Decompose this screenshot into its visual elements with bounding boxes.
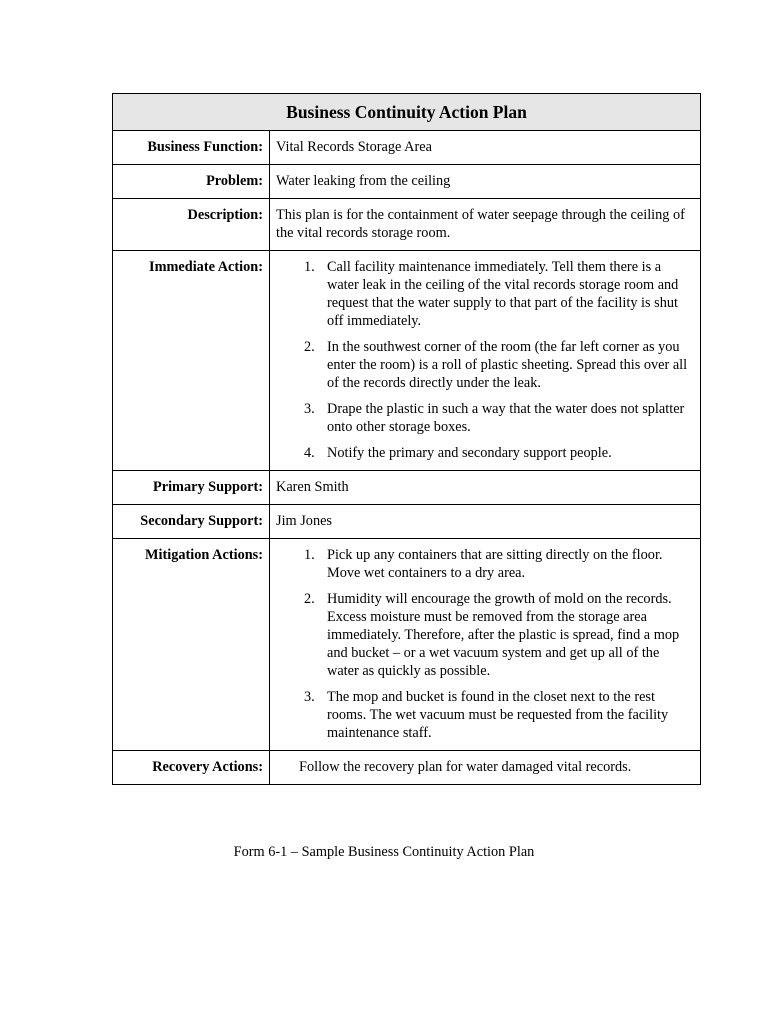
- problem-label: Problem:: [113, 165, 270, 199]
- list-item: [276, 688, 694, 742]
- list-item: [276, 546, 694, 582]
- description-label: Description:: [113, 199, 270, 251]
- list-item-number: 1.: [304, 259, 315, 275]
- immediate-action-cell: [270, 251, 701, 471]
- secondary-support-value: Jim Jones: [270, 505, 701, 539]
- list-item-text: Pick up any containers that are sitting directly on the floor. Move wet containers to a dry area.: [327, 547, 663, 581]
- immediate-action-row: [113, 251, 701, 471]
- list-item: [276, 590, 694, 680]
- recovery-actions-label: Recovery Actions:: [113, 751, 270, 785]
- problem-row: [113, 165, 701, 199]
- list-item: [276, 400, 694, 436]
- primary-support-value: Karen Smith: [270, 471, 701, 505]
- problem-value: Water leaking from the ceiling: [270, 165, 701, 199]
- mitigation-actions-cell: [270, 539, 701, 751]
- list-item-text: Call facility maintenance immediately. Tell them there is a water leak in the ceiling of the vital records storage room and request that the water supply to that part of the facility is shut off immediately.: [327, 259, 679, 329]
- list-item-number: 2.: [304, 591, 315, 607]
- primary-support-row: [113, 471, 701, 505]
- mitigation-actions-list: [276, 546, 694, 742]
- recovery-actions-value: Follow the recovery plan for water damaged vital records.: [270, 751, 701, 785]
- primary-support-label: Primary Support:: [113, 471, 270, 505]
- list-item-text: Drape the plastic in such a way that the water does not splatter onto other storage boxes.: [327, 401, 685, 435]
- recovery-actions-row: [113, 751, 701, 785]
- mitigation-actions-row: [113, 539, 701, 751]
- list-item-number: 2.: [304, 339, 315, 355]
- list-item-text: In the southwest corner of the room (the far left corner as you enter the room) is a roll of plastic sheeting. Spread this over all of the records directly under the leak.: [327, 339, 688, 391]
- list-item: [276, 444, 694, 462]
- business-function-label: Business Function:: [113, 131, 270, 165]
- secondary-support-label: Secondary Support:: [113, 505, 270, 539]
- action-plan-table: [112, 93, 701, 785]
- list-item-text: The mop and bucket is found in the closet next to the rest rooms. The wet vacuum must be requested from the facility maintenance staff.: [327, 689, 669, 741]
- list-item: [276, 338, 694, 392]
- description-row: [113, 199, 701, 251]
- list-item-number: 4.: [304, 445, 315, 461]
- form-caption: Form 6-1 – Sample Business Continuity Action Plan: [233, 844, 535, 860]
- immediate-action-list: [276, 258, 694, 462]
- list-item-text: Notify the primary and secondary support people.: [327, 445, 612, 461]
- business-function-row: [113, 131, 701, 165]
- table-title: Business Continuity Action Plan: [113, 94, 701, 131]
- immediate-action-label: Immediate Action:: [113, 251, 270, 471]
- business-function-value: Vital Records Storage Area: [270, 131, 701, 165]
- secondary-support-row: [113, 505, 701, 539]
- list-item-number: 3.: [304, 689, 315, 705]
- list-item-number: 1.: [304, 547, 315, 563]
- list-item-number: 3.: [304, 401, 315, 417]
- table-title-row: [113, 94, 701, 131]
- list-item: [276, 258, 694, 330]
- description-value: This plan is for the containment of water seepage through the ceiling of the vital records storage room.: [270, 199, 701, 251]
- list-item-text: Humidity will encourage the growth of mold on the records. Excess moisture must be removed from the storage area immediately. Therefore, after the plastic is spread, find a mop and bucket – or a wet vacuum system and get up all of the water as quickly as possible.: [327, 591, 680, 679]
- mitigation-actions-label: Mitigation Actions:: [113, 539, 270, 751]
